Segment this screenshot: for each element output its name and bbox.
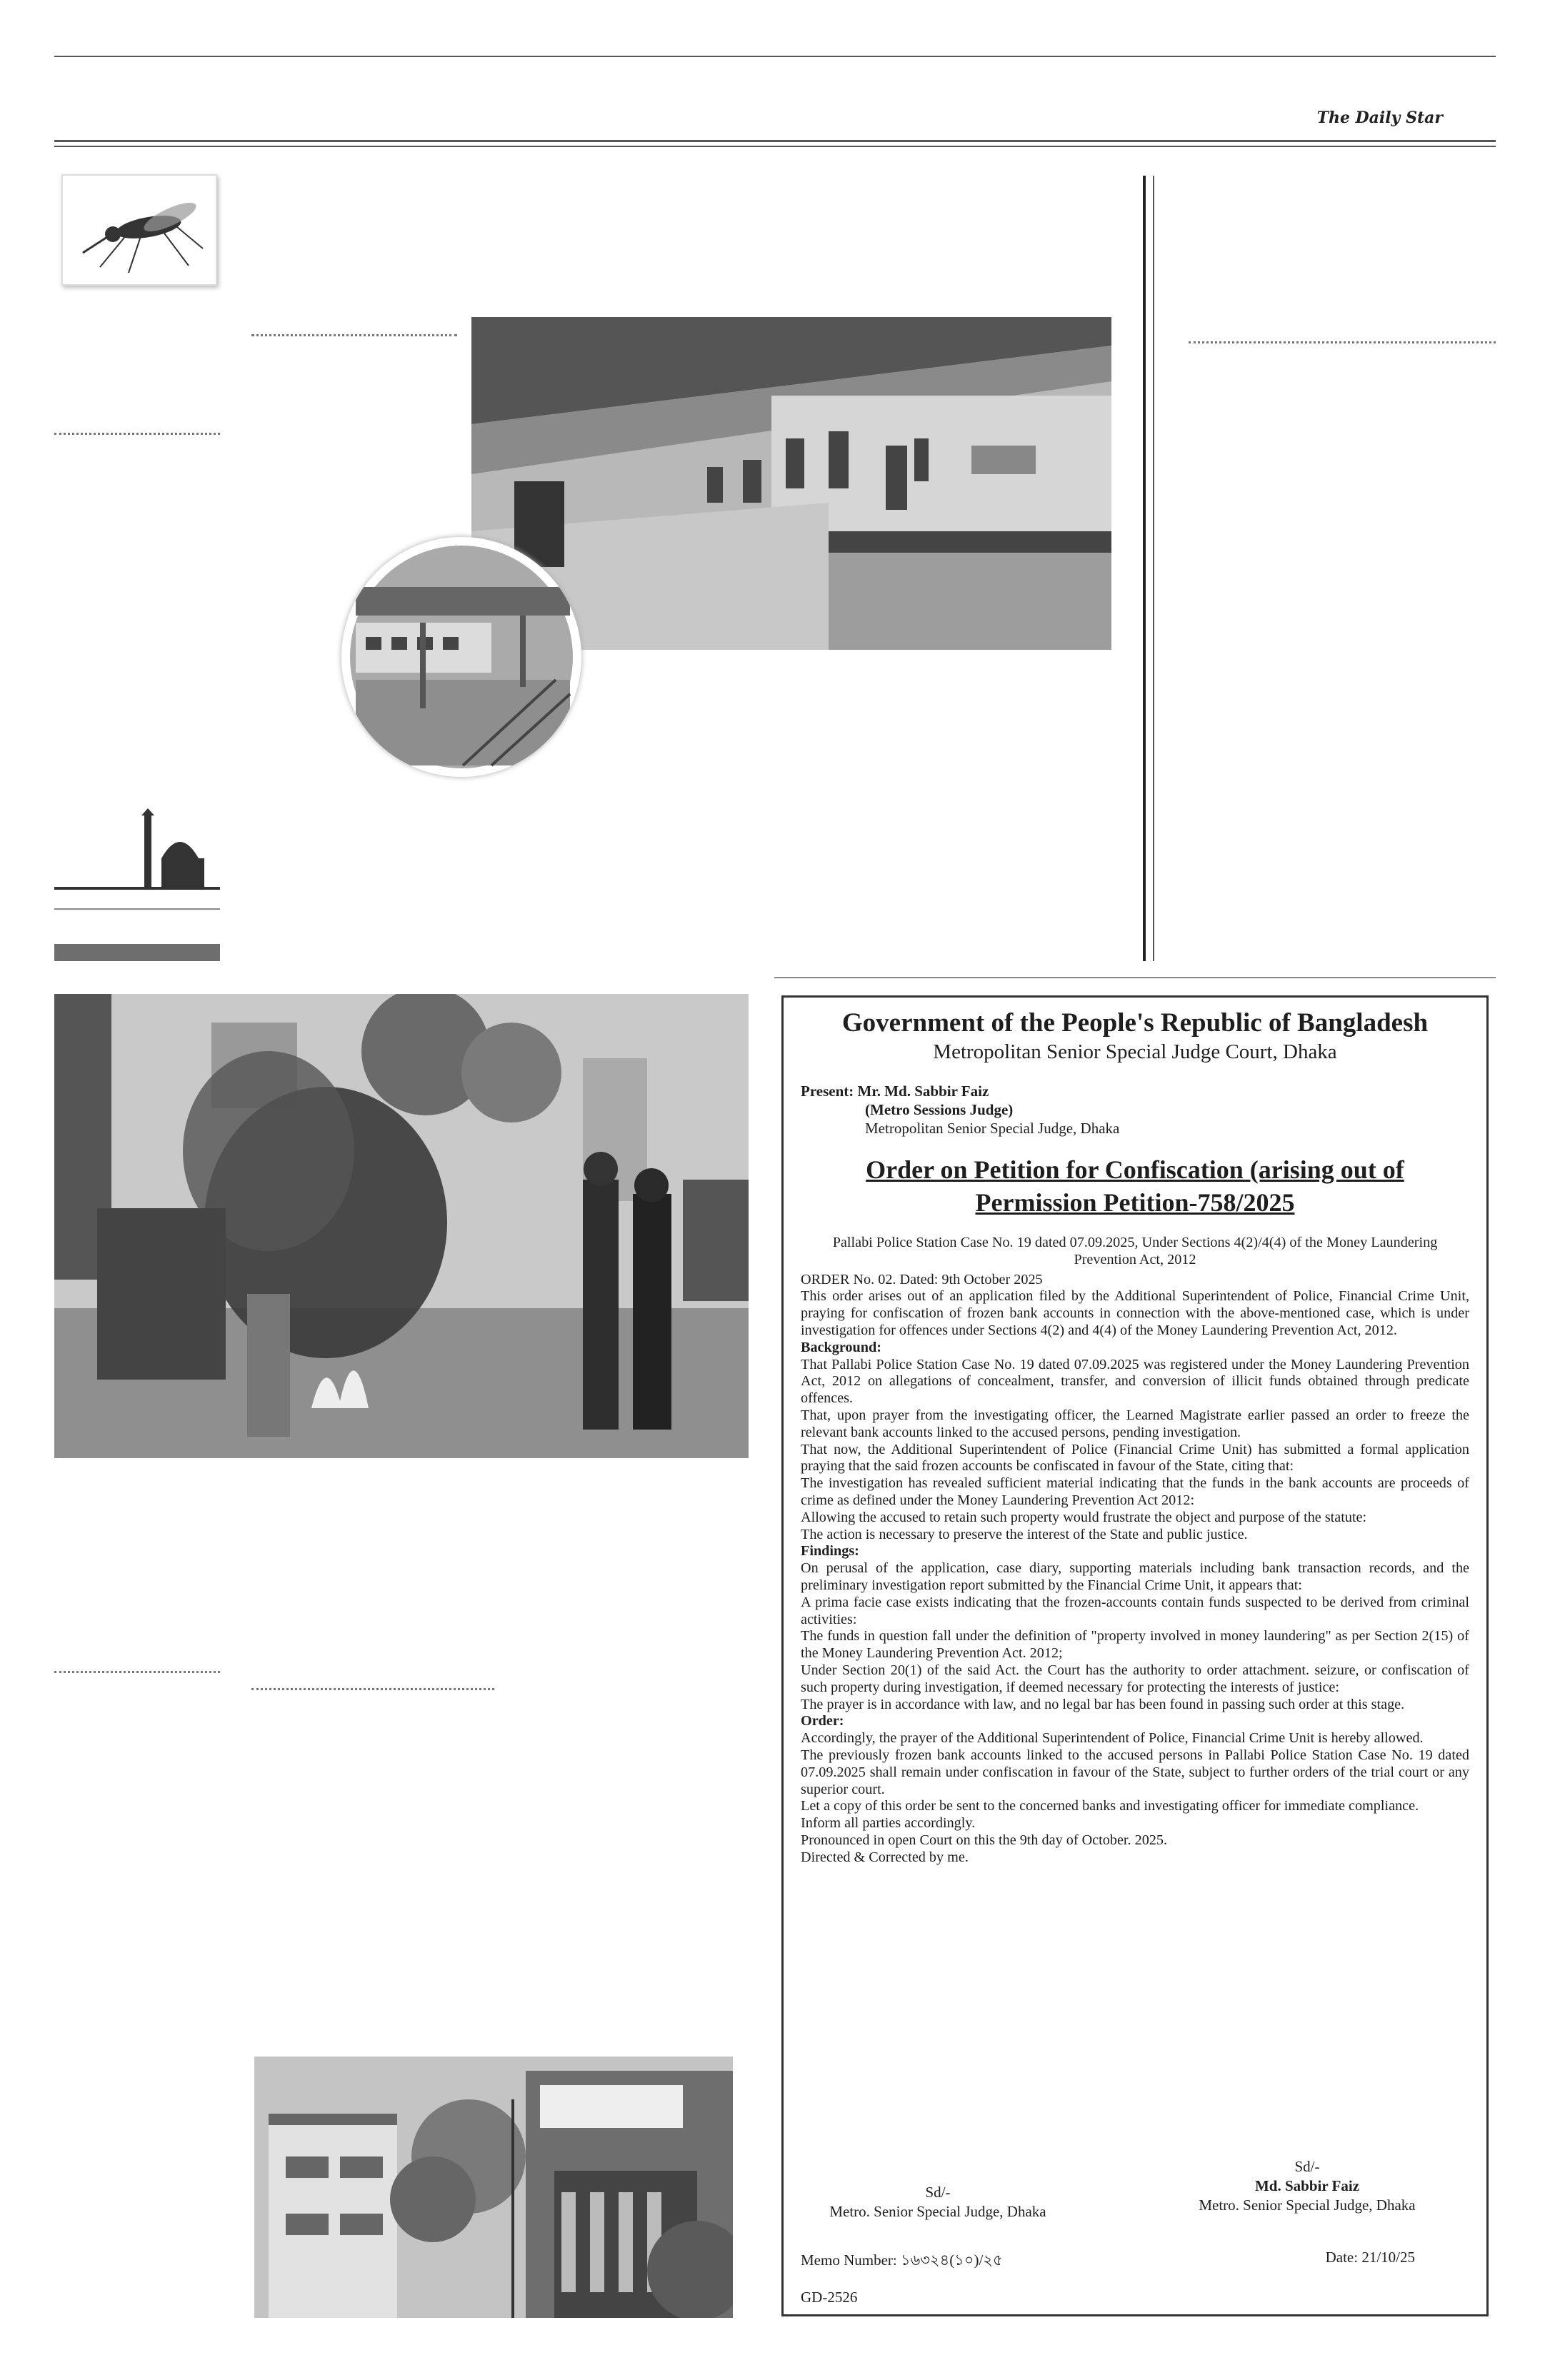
memo-date: Date: 21/10/25 [1325,2249,1415,2266]
present-block [801,1082,1469,1138]
present-judge: Present: Mr. Md. Sabbir Faiz [801,1083,989,1100]
paragraph: Accordingly, the prayer of the Additional Superintendent of Police, Financial Crime Unit is hereby allowed. [801,1730,1424,1747]
order-title-line-2: Permission Petition-758/2025 [975,1188,1295,1217]
order-title-line-1: Order on Petition for Confiscation (arising out of [866,1155,1404,1184]
gd-number: GD-2526 [801,2289,858,2306]
paragraph: Directed & Corrected by me. [801,1849,969,1865]
paragraph: The investigation has revealed sufficient material indicating that the funds in the bank accounts are proceeds of crime as defined under the Money Laundering Prevention Act 2012: [801,1475,1469,1508]
separator [54,433,220,435]
separator [251,1688,494,1690]
section-bar [54,944,220,961]
signature-sd: Sd/- [1294,2158,1320,2175]
header-rule-2 [54,146,1496,147]
present-title: Metropolitan Senior Special Judge, Dhaka [865,1120,1120,1137]
masthead-logo: The Daily Star [1316,109,1443,127]
section-heading-findings: Findings: [801,1543,859,1560]
section-heading-background: Background: [801,1339,881,1355]
mosquito-icon [61,174,217,286]
signature-name: Md. Sabbir Faiz [1254,2177,1360,2194]
paragraph: This order arises out of an application filed by the Additional Superintendent of Police, Financial Crime Unit, praying for confiscation of frozen bank accounts in connection with the above-mentioned case, which is under investigation for offences under Sections 4(2) and 4(4) of the Money Laundering Prevention Act, 2012. [801,1288,1469,1338]
order-title [801,1153,1469,1219]
notice-top-rule [774,977,1496,978]
section-heading-order: Order: [801,1713,844,1729]
paragraph: Allowing the accused to retain such property would frustrate the object and purpose of the statute: [801,1509,1367,1525]
column-rule [1153,176,1154,961]
case-reference: Pallabi Police Station Case No. 19 dated 07.09.2025, Under Sections 4(2)/4(4) of the Money Laundering Prevention Act, 2012 [832,1235,1438,1267]
paragraph: Let a copy of this order be sent to the concerned banks and investigating officer for immediate compliance. [801,1798,1419,1814]
present-role: (Metro Sessions Judge) [865,1101,1014,1118]
paragraph: Under Section 20(1) of the said Act. the Court has the authority to order attachment. seizure, or confiscation of such property during investigation, if deemed necessary for protecting the interests of justice: [801,1662,1469,1695]
paragraph: That now, the Additional Superintendent of Police (Financial Crime Unit) has submitted a formal application praying that the said frozen accounts be confiscated in favour of the State, citing that: [801,1441,1469,1475]
separator [54,908,220,910]
paragraph: Inform all parties accordingly. [801,1815,976,1832]
paragraph: The funds in question fall under the definition of "property involved in money laundering" as per Section 2(15) of the Money Laundering Prevention Act. 2012; [801,1628,1469,1662]
paragraph: The action is necessary to preserve the interest of the State and public justice. [801,1526,1248,1542]
signature-title: Metro. Senior Special Judge, Dhaka [829,2203,1046,2220]
top-rule [54,56,1496,57]
notice-government-title: Government of the People's Republic of Bangladesh [841,1008,1429,1038]
paragraph: Pronounced in open Court on this the 9th day of October. 2025. [801,1832,1168,1848]
separator [54,1671,220,1673]
header-rule-1 [54,140,1496,142]
separator [251,334,457,336]
signature-title: Metro. Senior Special Judge, Dhaka [1199,2196,1416,2214]
order-number: ORDER No. 02. Dated: 9th October 2025 [801,1271,1043,1287]
paragraph: On perusal of the application, case diary, supporting materials including bank transaction records, and the preliminary investigation report submitted by the Financial Crime Unit, it appears that: [801,1560,1469,1593]
column-rule [1143,176,1146,961]
paragraph: The prayer is in accordance with law, and no legal bar has been found in passing such order at this stage. [801,1696,1405,1712]
building-photo [254,2057,733,2318]
street-fire-photo [54,994,749,1458]
signature-left [816,2183,1059,2221]
separator [1189,341,1496,343]
paragraph: That Pallabi Police Station Case No. 19 dated 07.09.2025 was registered under the Money Laundering Prevention Act, 2012 on allegations of concealment, transfer, and conversion of illicit funds obtained through predicate offences. [801,1356,1469,1407]
paragraph: The previously frozen bank accounts linked to the accused persons in Pallabi Police Station Case No. 19 dated 07.09.2025 shall remain under confiscation in favour of the State, subject to further orders of the trial court or any superior court. [801,1747,1469,1797]
notice-court-name: Metropolitan Senior Special Judge Court, Dhaka [933,1040,1337,1063]
memo-number: Memo Number: ১৬৩২৪(১০)/২৫ [801,2251,1003,2269]
signature-right [1154,2157,1461,2215]
mosque-icon [54,808,220,891]
signature-sd: Sd/- [925,2184,951,2201]
paragraph: A prima facie case exists indicating that the frozen-accounts contain funds suspected to be derived from criminal activities: [801,1594,1469,1627]
notice-body [801,1235,1469,1866]
court-notice [781,995,1489,2316]
railway-platform-photo [471,317,1111,650]
paragraph: That, upon prayer from the investigating officer, the Learned Magistrate earlier passed an order to freeze the relevant bank accounts linked to the accused persons, pending investigation. [801,1407,1469,1440]
train-inset-photo [341,537,581,777]
